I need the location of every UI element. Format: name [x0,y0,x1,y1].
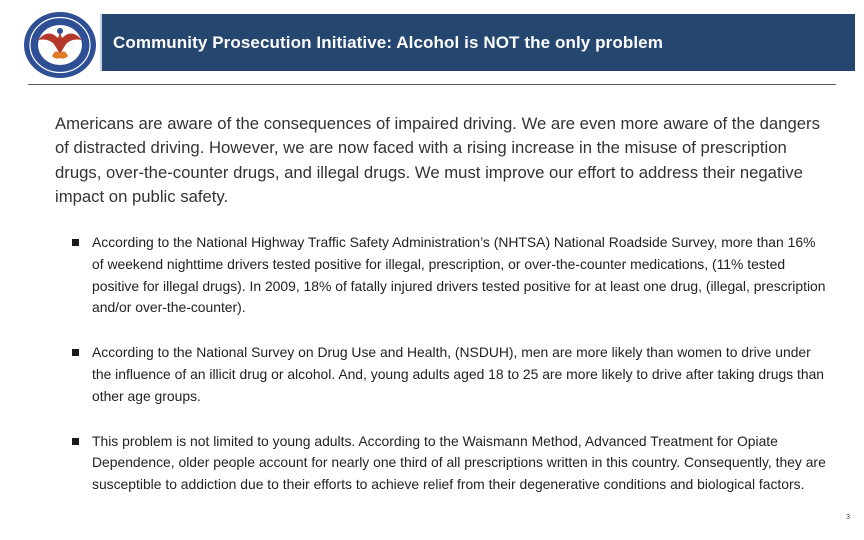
bullet-item [70,342,830,407]
bullet-item [70,431,830,496]
bullet-text: According to the National Highway Traffic Safety Administration’s (NHTSA) National Roadside Survey, more than 16% of weekend nighttime drivers tested positive for illegal, prescription, or over-the-counter medications, (11% tested positive for illegal drugs). In 2009, 18% of fatally injured drivers tested positive for at least one drug, (illegal, prescription and/or over-the-counter). [92,234,826,316]
square-bullet-icon [72,239,79,246]
page-title: Community Prosecution Initiative: Alcohol is NOT the only problem [113,32,663,52]
page-number: 3 [846,514,850,521]
bullet-text: This problem is not limited to young adults. According to the Waismann Method, Advanced Treatment for Opiate Dependence, older people account for nearly one third of all prescriptions written in this country. Consequently, they are susceptible to addiction due to their efforts to achieve relief from their degenerative conditions and biological factors. [92,432,826,493]
square-bullet-icon [72,438,79,445]
intro-paragraph: Americans are aware of the consequences of impaired driving. We are even more aware of the dangers of distracted driving. However, we are now faced with a rising increase in the misuse of prescription drugs, over-the-counter drugs, and illegal drugs. We must improve our effort to address their negative impact on public safety. [55,114,820,207]
square-bullet-icon [72,349,79,356]
bullet-item [70,232,830,319]
organization-seal-icon [22,10,98,80]
title-bar [100,14,855,71]
header-divider [28,84,836,85]
bullet-list [70,232,830,496]
bullet-text: According to the National Survey on Drug Use and Health, (NSDUH), men are more likely than women to drive under the influence of an illicit drug or alcohol. And, young adults aged 18 to 25 are more likely to drive after taking drugs than other age groups. [92,344,825,404]
